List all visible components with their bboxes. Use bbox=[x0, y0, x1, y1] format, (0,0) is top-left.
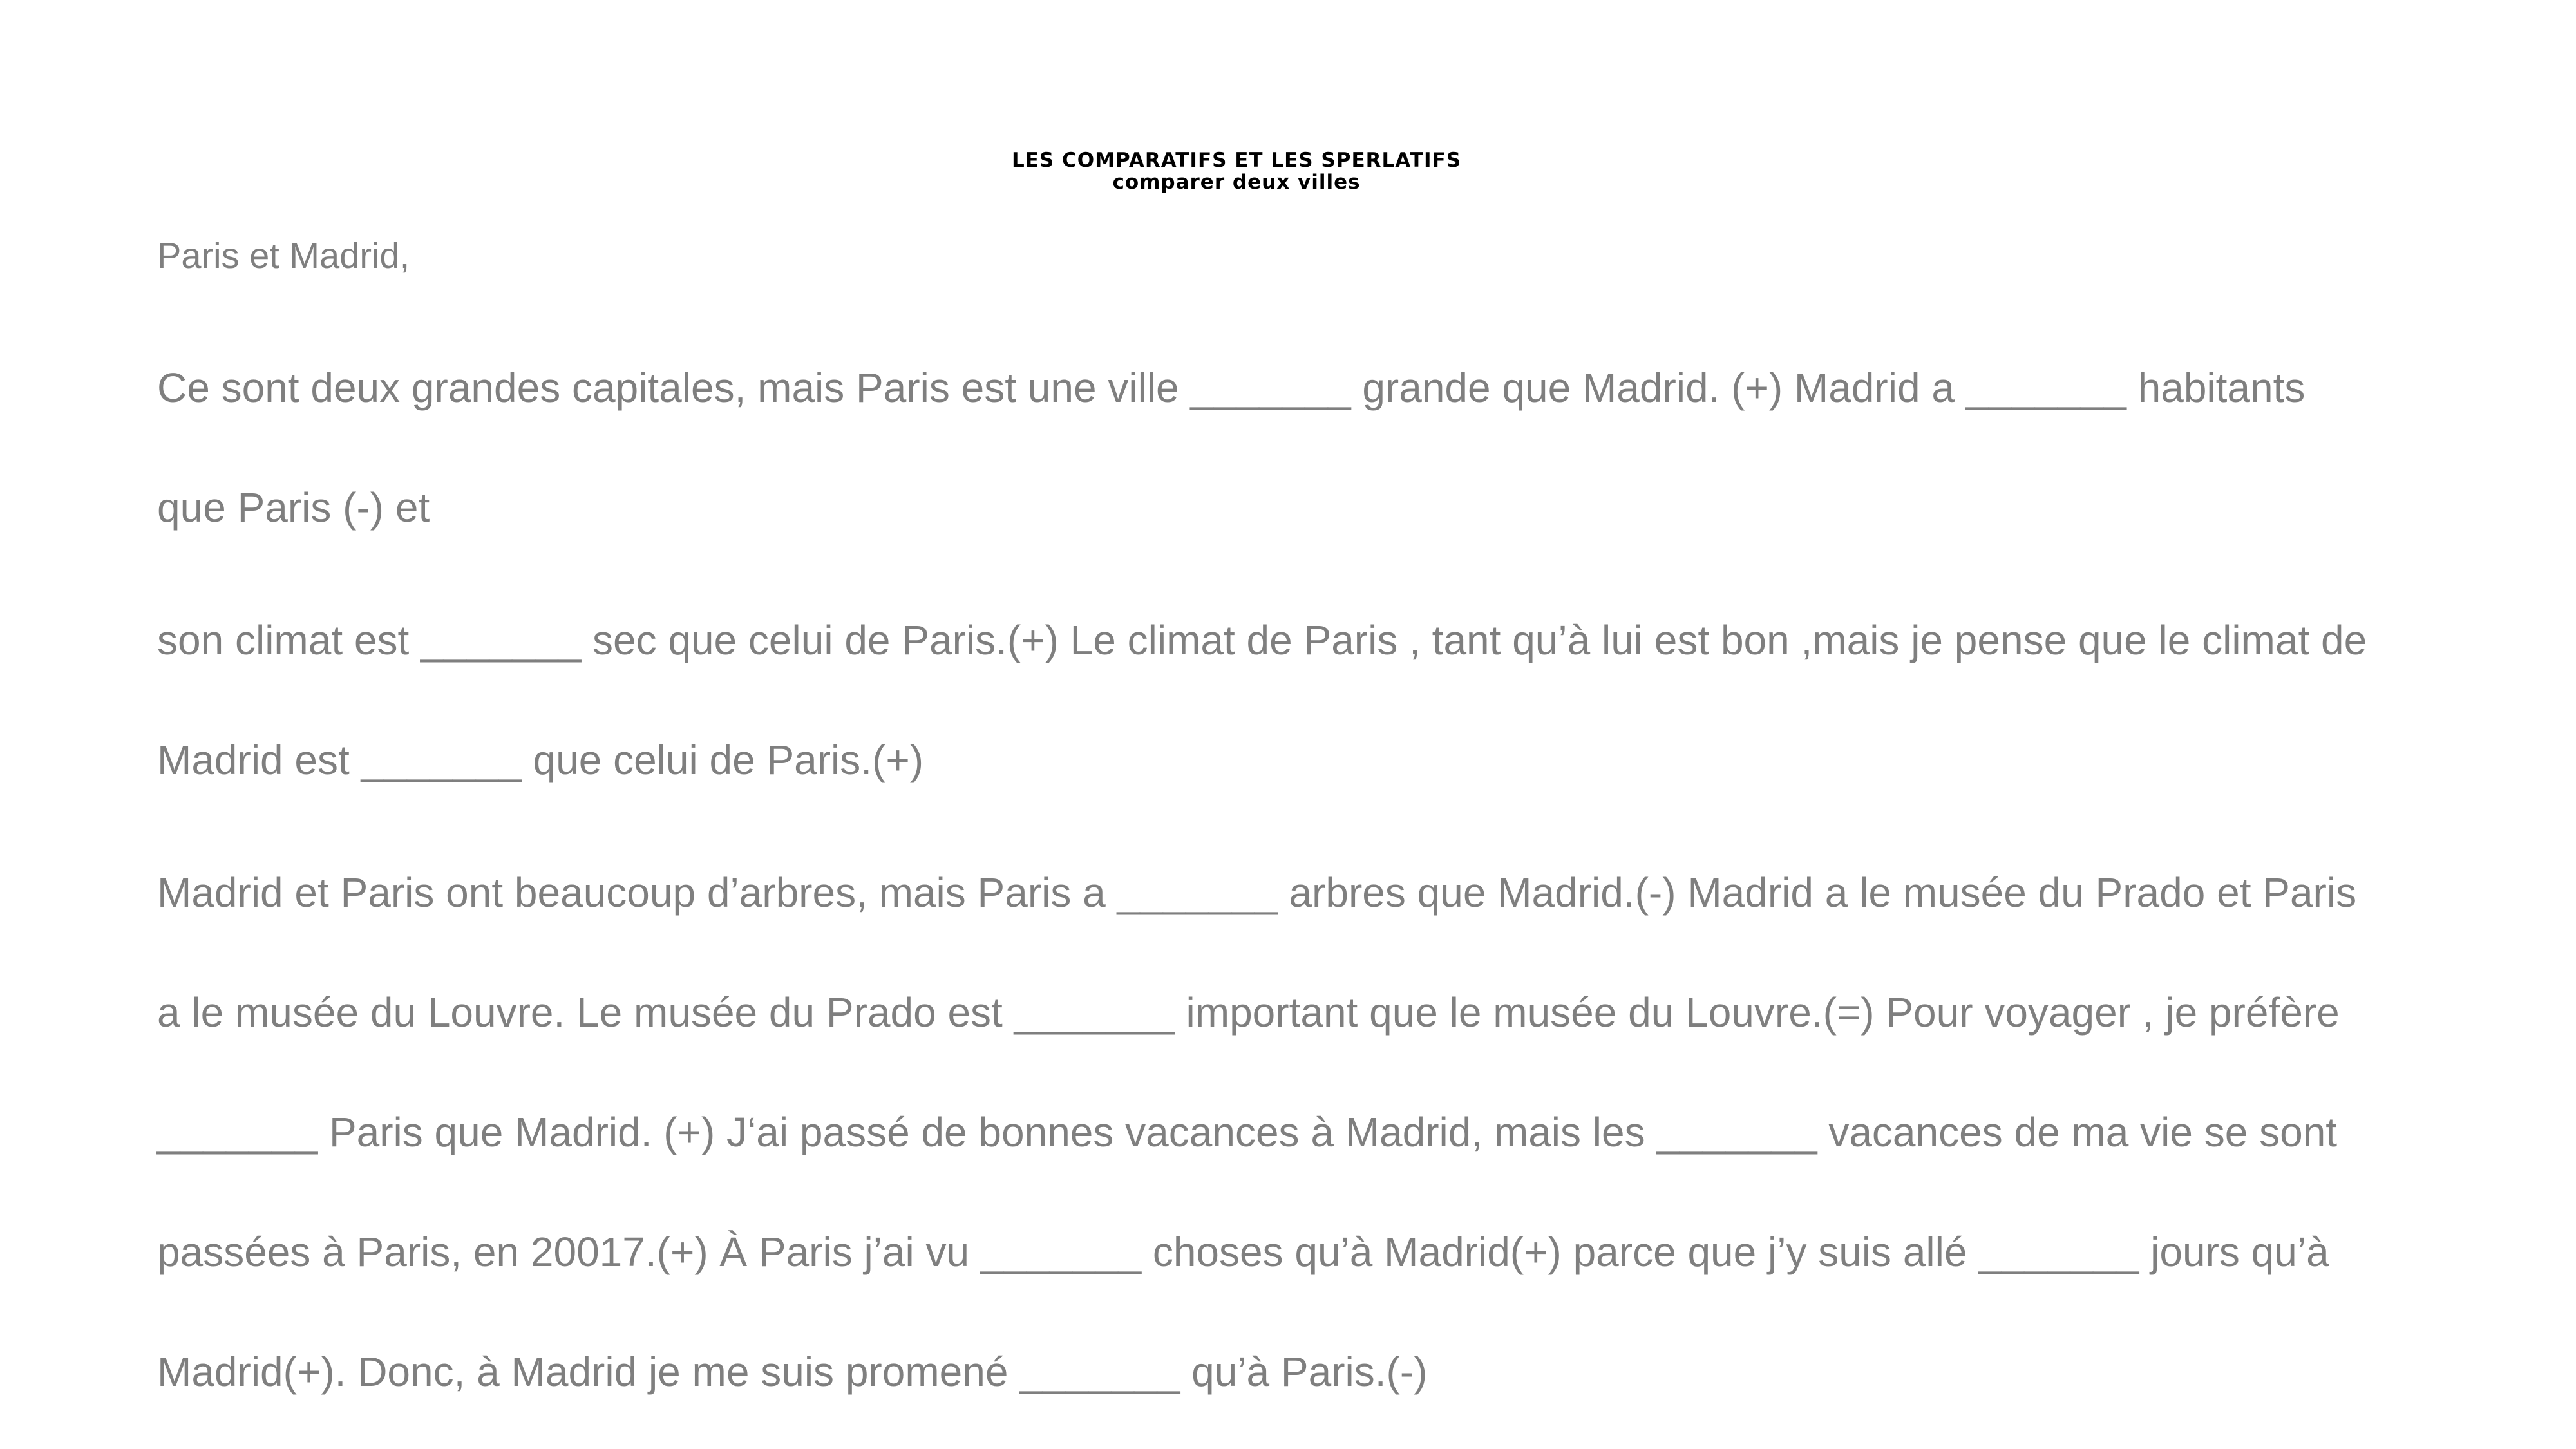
exercise-line-8: passées à Paris, en 20017.(+) À Paris j’ai vu _______ choses qu’à Madrid(+) parce que j’y suis allé _______ jours qu’à bbox=[157, 1229, 2329, 1275]
title-block bbox=[0, 149, 2473, 193]
exercise-line-5: Madrid et Paris ont beaucoup d’arbres, mais Paris a _______ arbres que Madrid.(-) Madrid a le musée du Prado et Paris bbox=[157, 869, 2357, 916]
exercise-line-3: son climat est _______ sec que celui de Paris.(+) Le climat de Paris , tant qu’à lui est bon ,mais je pense que le climat de bbox=[157, 617, 2367, 663]
page-title: LES COMPARATIFS ET LES SPERLATIFS bbox=[1011, 149, 1462, 172]
exercise-line-9: Madrid(+). Donc, à Madrid je me suis promené _______ qu’à Paris.(-) bbox=[157, 1349, 1428, 1395]
exercise-line-7: _______ Paris que Madrid. (+) J‘ai passé de bonnes vacances à Madrid, mais les _______ vacances de ma vie se sont bbox=[157, 1109, 2338, 1155]
greeting-line: Paris et Madrid, bbox=[157, 235, 410, 276]
exercise-line-4: Madrid est _______ que celui de Paris.(+) bbox=[157, 737, 924, 783]
page-subtitle: comparer deux villes bbox=[1112, 171, 1361, 194]
exercise-line-6: a le musée du Louvre. Le musée du Prado est _______ important que le musée du Louvre.(=) Pour voyager , je préfère bbox=[157, 989, 2340, 1036]
exercise-line-2: que Paris (-) et bbox=[157, 484, 430, 531]
exercise-line-1: Ce sont deux grandes capitales, mais Paris est une ville _______ grande que Madrid. (+) Madrid a _______ habitants bbox=[157, 365, 2306, 411]
